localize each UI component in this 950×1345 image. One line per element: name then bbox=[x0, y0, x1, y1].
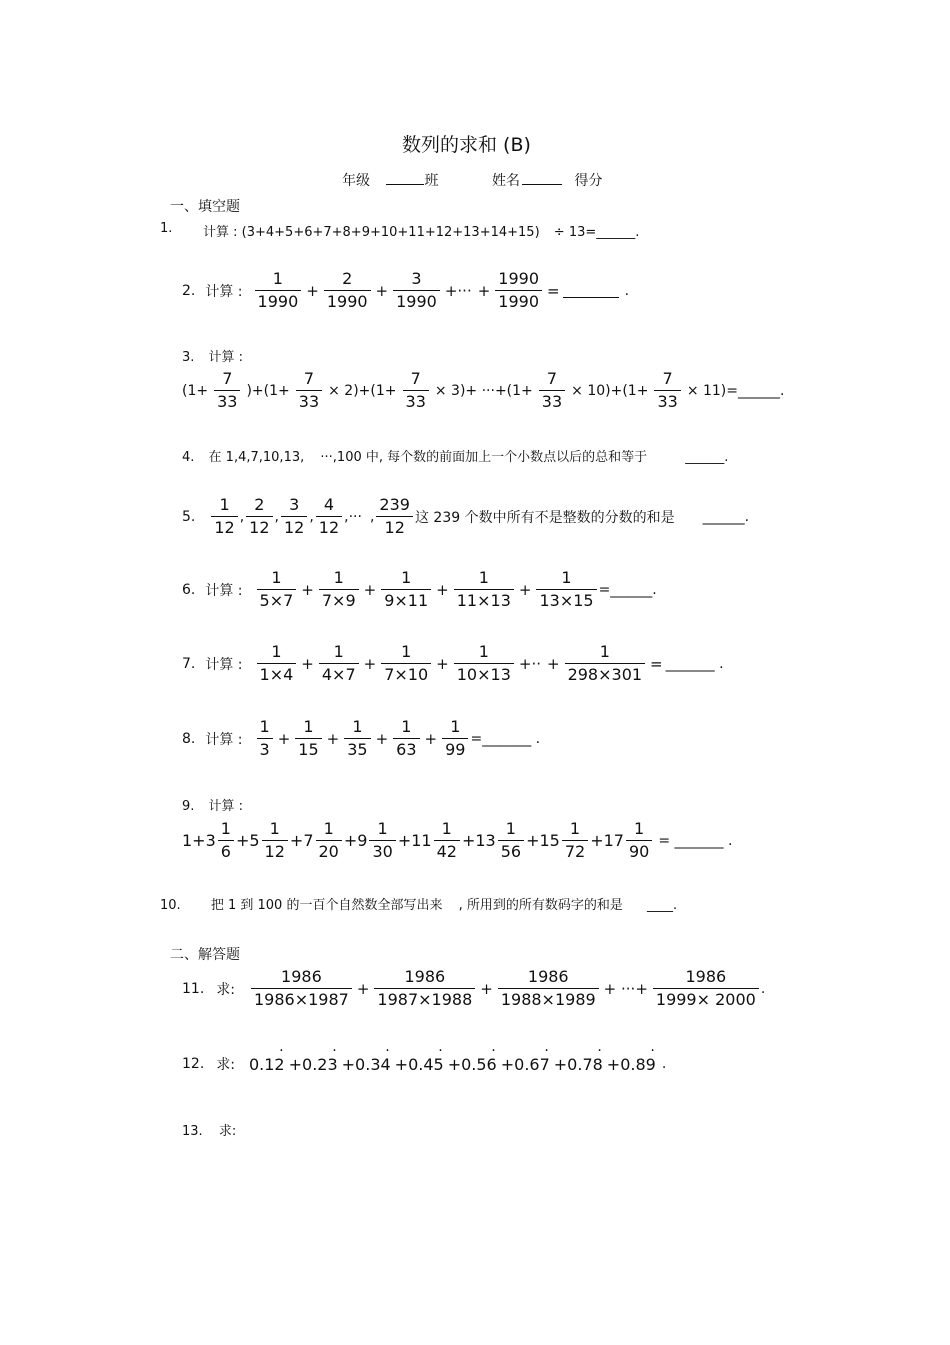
expr-part: )+(1+ bbox=[246, 382, 290, 399]
fraction: $\frac{1}{4\times 7}$ bbox=[319, 643, 359, 685]
equals-sign: = bbox=[650, 654, 663, 673]
whole-part: +9 bbox=[343, 831, 368, 851]
fraction: $\frac{2}{1990}$ bbox=[324, 270, 371, 312]
fraction: $\frac{1986}{1988\times 1989}$ bbox=[498, 968, 599, 1010]
q9-row bbox=[182, 820, 732, 862]
q10-text-cont: , 所用到的所有数码字的和是 bbox=[458, 898, 623, 913]
fraction: $\frac{1}{7\times 10}$ bbox=[381, 643, 431, 685]
fraction: $\frac{2}{12}$ bbox=[246, 496, 272, 538]
name-label: 姓名 bbox=[492, 173, 520, 189]
fraction: $\frac{1}{30}$ bbox=[369, 820, 395, 862]
q1-answer: ÷ 13=______. bbox=[553, 225, 640, 240]
plus-sign: + bbox=[375, 729, 389, 748]
q7-label: 计算 : bbox=[205, 656, 243, 673]
fraction: $\frac{1}{15}$ bbox=[295, 718, 321, 760]
whole-part: +15 bbox=[526, 831, 560, 851]
fraction: $\frac{1}{10\times 13}$ bbox=[454, 643, 514, 685]
q13-row bbox=[182, 1120, 236, 1139]
repeating-decimal: +0.45 · bbox=[395, 1055, 444, 1074]
fraction: $\frac{1}{90}$ bbox=[626, 820, 652, 862]
expr-part: × 2)+(1+ bbox=[328, 382, 397, 399]
fraction: $\frac{7}{33}$ bbox=[403, 370, 429, 412]
q13-number: 13. bbox=[182, 1124, 203, 1139]
plus-sign: + bbox=[363, 580, 377, 599]
q13-label: 求: bbox=[218, 1124, 237, 1139]
q6-answer: =______. bbox=[598, 581, 657, 598]
fraction: $\frac{1}{9\times 11}$ bbox=[381, 569, 431, 611]
plus-sign: + bbox=[477, 281, 491, 300]
q11-label: 求: bbox=[216, 981, 235, 998]
ellipsis: +··· bbox=[444, 281, 472, 300]
fraction: $\frac{239}{12}$ bbox=[376, 496, 413, 538]
q4-text-cont: ···,100 中, 每个数的前面加上一个小数点以后的总和等于 bbox=[320, 450, 648, 465]
plus-sign: + bbox=[277, 729, 291, 748]
q8-number: 8. bbox=[182, 730, 196, 747]
fraction: $\frac{1}{12}$ bbox=[211, 496, 237, 538]
fraction: $\frac{1}{13\times 15}$ bbox=[536, 569, 596, 611]
equals-sign: = bbox=[547, 281, 560, 300]
plus-sign: + bbox=[301, 580, 314, 599]
expr-part: × 10)+(1+ bbox=[571, 382, 649, 399]
comma: , bbox=[239, 508, 245, 525]
fraction: $\frac{1}{35}$ bbox=[344, 718, 370, 760]
header-grade bbox=[342, 170, 438, 190]
q10-row bbox=[160, 894, 677, 913]
q10-answer: ____. bbox=[647, 898, 678, 913]
repeating-decimal: +0.56 · bbox=[448, 1055, 497, 1074]
fraction: $\frac{1}{20}$ bbox=[316, 820, 342, 862]
fraction: $\frac{3}{1990}$ bbox=[393, 270, 440, 312]
fraction: $\frac{1}{99}$ bbox=[442, 718, 468, 760]
fraction: $\frac{7}{33}$ bbox=[214, 370, 240, 412]
q3-label: 计算 : bbox=[208, 350, 244, 365]
whole-part: 1+3 bbox=[182, 831, 216, 851]
q7-answer: _______ . bbox=[665, 655, 724, 672]
q10-number: 10. bbox=[160, 898, 181, 913]
q12-label: 求: bbox=[216, 1057, 235, 1073]
plus-sign: + bbox=[326, 729, 340, 748]
fraction: $\frac{7}{33}$ bbox=[296, 370, 322, 412]
q8-row bbox=[182, 718, 540, 760]
q11-row bbox=[182, 968, 765, 1010]
period: . bbox=[661, 1056, 667, 1072]
fraction: $\frac{1986}{1986\times 1987}$ bbox=[251, 968, 352, 1010]
plus-sign: + bbox=[424, 729, 438, 748]
fraction: $\frac{1}{11\times 13}$ bbox=[454, 569, 514, 611]
q3-row bbox=[182, 370, 784, 412]
q5-number: 5. bbox=[182, 508, 196, 525]
q4-answer: ______. bbox=[685, 450, 729, 465]
plus-sign: + bbox=[546, 654, 560, 673]
q3-number: 3. bbox=[182, 350, 195, 365]
plus-sign: + bbox=[480, 979, 493, 998]
whole-part: +5 bbox=[235, 831, 260, 851]
q7-number: 7. bbox=[182, 655, 196, 672]
q7-row bbox=[182, 643, 724, 685]
fraction: $\frac{1}{6}$ bbox=[218, 820, 234, 862]
class-label: 班 bbox=[424, 173, 439, 189]
repeating-decimal: +0.78 · bbox=[554, 1055, 603, 1074]
whole-part: +17 bbox=[590, 831, 624, 851]
plus-sign: + bbox=[436, 580, 449, 599]
fraction: $\frac{1}{72}$ bbox=[562, 820, 588, 862]
q3-header bbox=[182, 346, 243, 365]
repeating-decimal: +0.67 · bbox=[501, 1055, 550, 1074]
repeating-decimal: +0.89 · bbox=[607, 1055, 656, 1074]
q5-text: 这 239 个数中所有不是整数的分数的和是 bbox=[414, 509, 675, 526]
fraction: $\frac{1}{56}$ bbox=[498, 820, 524, 862]
q3-answer: × 11)=______. bbox=[686, 382, 785, 399]
whole-part: +7 bbox=[289, 831, 314, 851]
q4-text: 在 1,4,7,10,13, bbox=[208, 450, 305, 465]
fraction: $\frac{1}{5\times 7}$ bbox=[257, 569, 297, 611]
fraction: $\frac{1}{12}$ bbox=[262, 820, 288, 862]
q10-text: 把 1 到 100 的一百个自然数全部写出来 bbox=[210, 898, 443, 913]
period: . bbox=[624, 282, 630, 299]
q12-number: 12. bbox=[182, 1056, 205, 1072]
ellipsis: + ···+ bbox=[603, 979, 648, 998]
grade-blank[interactable] bbox=[386, 170, 424, 185]
name-blank[interactable] bbox=[522, 170, 562, 185]
q9-header bbox=[182, 795, 243, 814]
comma: , bbox=[369, 508, 375, 525]
comma: , bbox=[309, 508, 314, 525]
q12-row bbox=[182, 1054, 666, 1074]
repeating-decimal: +0.34 · bbox=[342, 1055, 391, 1074]
fraction: $\frac{1}{42}$ bbox=[434, 820, 460, 862]
fraction: $\frac{1}{1\times 4}$ bbox=[257, 643, 297, 685]
fraction: $\frac{1986}{1999\times 2000}$ bbox=[653, 968, 759, 1010]
q5-answer: ______. bbox=[702, 508, 750, 525]
plus-sign: + bbox=[306, 281, 319, 300]
plus-sign: + bbox=[363, 654, 377, 673]
q1-expression: 计算 : (3+4+5+6+7+8+9+10+11+12+13+14+15) bbox=[203, 225, 540, 240]
q8-answer: =_______ . bbox=[470, 730, 541, 747]
page-title: 数列的求和 (B) bbox=[402, 134, 531, 156]
q1-number: 1. bbox=[160, 221, 173, 236]
fraction: $\frac{1986}{1987\times 1988}$ bbox=[374, 968, 475, 1010]
plus-sign: + bbox=[301, 654, 314, 673]
q5-row bbox=[182, 496, 749, 538]
fraction: $\frac{7}{33}$ bbox=[539, 370, 565, 412]
grade-label: 年级 bbox=[342, 173, 370, 189]
period: . bbox=[760, 980, 766, 997]
whole-part: +13 bbox=[461, 831, 496, 851]
q2-answer-blank[interactable] bbox=[563, 283, 619, 298]
plus-sign: + bbox=[356, 979, 370, 998]
fraction: $\frac{4}{12}$ bbox=[316, 496, 342, 538]
q6-number: 6. bbox=[182, 581, 196, 598]
fraction: $\frac{1}{298\times 301}$ bbox=[565, 643, 645, 685]
ellipsis: +·· bbox=[518, 654, 541, 673]
score-label: 得分 bbox=[574, 173, 603, 189]
fraction: $\frac{1990}{1990}$ bbox=[495, 270, 542, 312]
section-solve: 二、解答题 bbox=[170, 947, 240, 963]
q9-answer: = _______ . bbox=[658, 832, 733, 849]
fraction: $\frac{7}{33}$ bbox=[654, 370, 680, 412]
repeating-decimal: +0.23 · bbox=[289, 1055, 338, 1074]
section-fill: 一、填空题 bbox=[170, 199, 240, 215]
q4-number: 4. bbox=[182, 450, 195, 465]
q9-label: 计算 : bbox=[208, 799, 244, 814]
expr-part: (1+ bbox=[182, 382, 209, 399]
fraction: $\frac{1}{7\times 9}$ bbox=[319, 569, 359, 611]
q1-text bbox=[203, 221, 639, 240]
comma: , bbox=[274, 508, 279, 525]
repeating-decimal: 0.12 · bbox=[249, 1055, 285, 1074]
q2-number: 2. bbox=[182, 282, 196, 299]
fraction: $\frac{1}{63}$ bbox=[393, 718, 419, 760]
plus-sign: + bbox=[518, 580, 532, 599]
plus-sign: + bbox=[436, 654, 449, 673]
q6-row bbox=[182, 569, 657, 611]
expr-part: × 3)+ ···+(1+ bbox=[434, 382, 533, 399]
q2-label: 计算 : bbox=[205, 283, 243, 300]
whole-part: +11 bbox=[397, 831, 432, 851]
fraction: $\frac{1}{1990}$ bbox=[255, 270, 302, 312]
fraction: $\frac{3}{12}$ bbox=[281, 496, 307, 538]
q9-number: 9. bbox=[182, 799, 195, 814]
q4-row bbox=[182, 446, 728, 465]
plus-sign: + bbox=[375, 281, 389, 300]
ellipsis: ,··· bbox=[344, 508, 362, 525]
q2-row bbox=[182, 270, 629, 312]
q6-label: 计算 : bbox=[205, 582, 243, 599]
fraction: $\frac{1}{3}$ bbox=[257, 718, 273, 760]
header-name bbox=[492, 170, 602, 190]
q8-label: 计算 : bbox=[205, 731, 243, 748]
q11-number: 11. bbox=[182, 980, 205, 997]
